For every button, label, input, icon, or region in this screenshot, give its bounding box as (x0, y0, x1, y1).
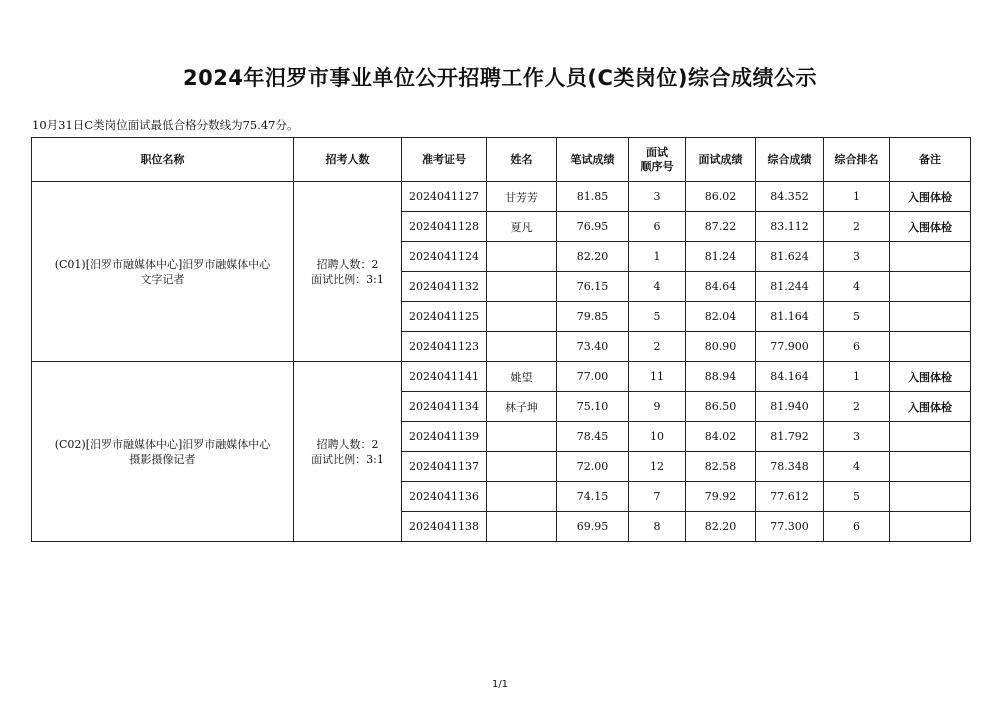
table-row (32, 362, 971, 392)
remark-cell: 入围体检 (890, 392, 971, 422)
exam-id-cell: 2024041137 (402, 452, 487, 482)
header-position: 职位名称 (32, 138, 294, 182)
page-title: 2024年汨罗市事业单位公开招聘工作人员(C类岗位)综合成绩公示 (182, 66, 818, 90)
page-number: 1/1 (491, 679, 509, 690)
quota-line2: 面试比例：3:1 (311, 452, 384, 466)
name-cell (487, 482, 557, 512)
exam-id-cell: 2024041132 (402, 272, 487, 302)
rank-cell: 6 (824, 332, 890, 362)
interview-cell: 84.64 (686, 272, 756, 302)
written-cell: 81.85 (557, 182, 629, 212)
written-cell: 72.00 (557, 452, 629, 482)
total-cell: 83.112 (756, 212, 824, 242)
header-total: 综合成绩 (756, 138, 824, 182)
name-cell (487, 332, 557, 362)
position-line1: (C01)[汨罗市融媒体中心]汨罗市融媒体中心 (54, 257, 271, 271)
total-cell: 78.348 (756, 452, 824, 482)
name-cell: 夏凡 (487, 212, 557, 242)
interview-cell: 82.20 (686, 512, 756, 542)
rank-cell: 5 (824, 482, 890, 512)
remark-cell: 入围体检 (890, 212, 971, 242)
total-cell: 81.792 (756, 422, 824, 452)
header-order-line2: 顺序号 (640, 159, 674, 173)
written-cell: 75.10 (557, 392, 629, 422)
total-cell: 84.352 (756, 182, 824, 212)
header-row (32, 138, 971, 182)
total-cell: 77.900 (756, 332, 824, 362)
total-cell: 77.300 (756, 512, 824, 542)
rank-cell: 3 (824, 242, 890, 272)
header-exam-id: 准考证号 (402, 138, 487, 182)
table-row (32, 182, 971, 212)
quota-line2: 面试比例：3:1 (311, 272, 384, 286)
order-cell: 4 (629, 272, 686, 302)
interview-cell: 80.90 (686, 332, 756, 362)
quota-cell (294, 182, 402, 362)
header-written: 笔试成绩 (557, 138, 629, 182)
name-cell (487, 422, 557, 452)
quota-line1: 招聘人数：2 (316, 437, 379, 451)
order-cell: 10 (629, 422, 686, 452)
rank-cell: 2 (824, 392, 890, 422)
order-cell: 7 (629, 482, 686, 512)
order-cell: 2 (629, 332, 686, 362)
remark-cell (890, 512, 971, 542)
exam-id-cell: 2024041139 (402, 422, 487, 452)
written-cell: 76.15 (557, 272, 629, 302)
interview-cell: 81.24 (686, 242, 756, 272)
name-cell: 林子坤 (487, 392, 557, 422)
order-cell: 12 (629, 452, 686, 482)
rank-cell: 4 (824, 452, 890, 482)
written-cell: 69.95 (557, 512, 629, 542)
header-rank: 综合排名 (824, 138, 890, 182)
exam-id-cell: 2024041123 (402, 332, 487, 362)
header-quota: 招考人数 (294, 138, 402, 182)
written-cell: 78.45 (557, 422, 629, 452)
total-cell: 81.624 (756, 242, 824, 272)
interview-cell: 87.22 (686, 212, 756, 242)
name-cell (487, 272, 557, 302)
header-order (629, 138, 686, 182)
position-cell (32, 362, 294, 542)
interview-cell: 84.02 (686, 422, 756, 452)
header-remark: 备注 (890, 138, 971, 182)
rank-cell: 5 (824, 302, 890, 332)
exam-id-cell: 2024041127 (402, 182, 487, 212)
cutoff-note: 10月31日C类岗位面试最低合格分数线为75.47分。 (32, 118, 299, 132)
exam-id-cell: 2024041128 (402, 212, 487, 242)
position-line2: 文字记者 (140, 272, 185, 286)
order-cell: 5 (629, 302, 686, 332)
written-cell: 74.15 (557, 482, 629, 512)
order-cell: 3 (629, 182, 686, 212)
interview-cell: 88.94 (686, 362, 756, 392)
total-cell: 84.164 (756, 362, 824, 392)
written-cell: 82.20 (557, 242, 629, 272)
order-cell: 11 (629, 362, 686, 392)
exam-id-cell: 2024041134 (402, 392, 487, 422)
header-name: 姓名 (487, 138, 557, 182)
rank-cell: 3 (824, 422, 890, 452)
order-cell: 1 (629, 242, 686, 272)
order-cell: 9 (629, 392, 686, 422)
total-cell: 81.940 (756, 392, 824, 422)
position-line2: 摄影摄像记者 (129, 452, 196, 466)
quota-cell (294, 362, 402, 542)
remark-cell (890, 482, 971, 512)
written-cell: 76.95 (557, 212, 629, 242)
remark-cell (890, 452, 971, 482)
remark-cell (890, 302, 971, 332)
order-cell: 8 (629, 512, 686, 542)
name-cell (487, 242, 557, 272)
remark-cell (890, 332, 971, 362)
rank-cell: 4 (824, 272, 890, 302)
results-table (31, 137, 971, 542)
name-cell: 姚望 (487, 362, 557, 392)
written-cell: 77.00 (557, 362, 629, 392)
exam-id-cell: 2024041136 (402, 482, 487, 512)
remark-cell: 入围体检 (890, 182, 971, 212)
remark-cell (890, 242, 971, 272)
exam-id-cell: 2024041141 (402, 362, 487, 392)
quota-line1: 招聘人数：2 (316, 257, 379, 271)
rank-cell: 1 (824, 362, 890, 392)
header-order-line1: 面试 (646, 145, 668, 159)
exam-id-cell: 2024041124 (402, 242, 487, 272)
position-cell (32, 182, 294, 362)
rank-cell: 1 (824, 182, 890, 212)
name-cell (487, 302, 557, 332)
remark-cell (890, 422, 971, 452)
name-cell (487, 512, 557, 542)
header-interview: 面试成绩 (686, 138, 756, 182)
name-cell: 甘芳芳 (487, 182, 557, 212)
interview-cell: 86.50 (686, 392, 756, 422)
rank-cell: 6 (824, 512, 890, 542)
interview-cell: 82.04 (686, 302, 756, 332)
remark-cell: 入围体检 (890, 362, 971, 392)
rank-cell: 2 (824, 212, 890, 242)
exam-id-cell: 2024041125 (402, 302, 487, 332)
interview-cell: 82.58 (686, 452, 756, 482)
total-cell: 77.612 (756, 482, 824, 512)
total-cell: 81.164 (756, 302, 824, 332)
remark-cell (890, 272, 971, 302)
written-cell: 79.85 (557, 302, 629, 332)
written-cell: 73.40 (557, 332, 629, 362)
position-line1: (C02)[汨罗市融媒体中心]汨罗市融媒体中心 (54, 437, 271, 451)
interview-cell: 86.02 (686, 182, 756, 212)
order-cell: 6 (629, 212, 686, 242)
name-cell (487, 452, 557, 482)
interview-cell: 79.92 (686, 482, 756, 512)
total-cell: 81.244 (756, 272, 824, 302)
exam-id-cell: 2024041138 (402, 512, 487, 542)
